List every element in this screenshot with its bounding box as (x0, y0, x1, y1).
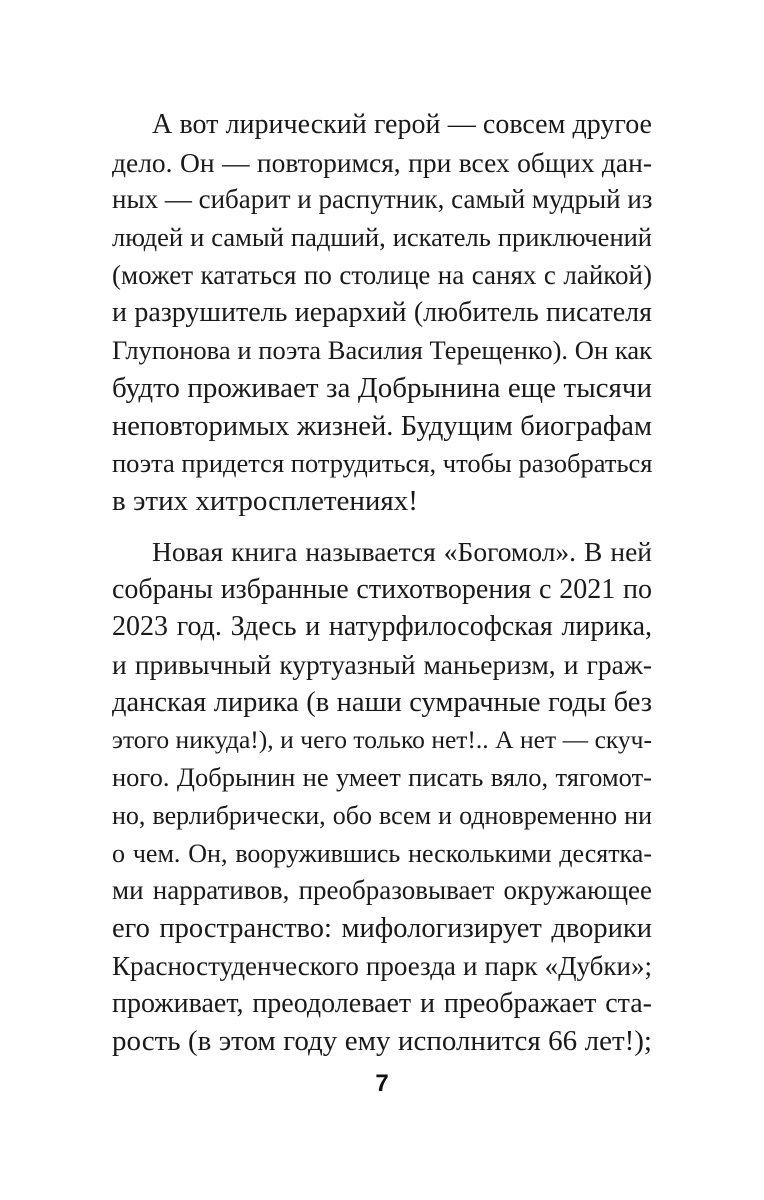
text-line: 2023 год. Здесь и натурфилософская лирика, (112, 611, 652, 643)
text-line: рость (в этом году ему исполнится 66 лет!); (112, 1024, 652, 1057)
paragraph-1 (112, 106, 652, 521)
text-line: ми нарративов, преобразовывает окружающее (112, 875, 652, 906)
text-line: его пространство: мифологизирует дворики (112, 912, 652, 944)
text-line: о чем. Он, вооружившись несколькими десятка- (112, 838, 652, 868)
text-line: Глупонова и поэта Василия Терещенко). Он как (112, 335, 652, 366)
text-line: Красностуденческого проезда и парк «Дубки»; (112, 950, 652, 981)
text-line: Новая книга называется «Богомол». В ней (152, 536, 652, 567)
text-line: будто проживает за Добрынина еще тысячи (112, 371, 652, 404)
text-line: в этих хитросплетениях! (112, 484, 418, 517)
text-line: людей и самый падший, искатель приключений (112, 222, 652, 253)
text-line: дело. Он — повторимся, при всех общих дан- (112, 146, 652, 178)
text-line: поэта придется потрудиться, чтобы разобраться (112, 448, 653, 479)
text-line: собраны избранные стихотворения с 2021 по (112, 573, 652, 605)
text-line: но, верлибрически, обо всем и одновременно ни (112, 800, 652, 830)
page-number: 7 (375, 1070, 389, 1097)
text-line: (может кататься по столице на санях с лайкой) (112, 259, 652, 290)
text-line: неповторимых жизней. Будущим биографам (112, 410, 652, 442)
text-line: А вот лирический герой — совсем другое (152, 109, 652, 140)
text-line: проживает, преодолевает и преображает ста- (112, 988, 652, 1020)
text-line: и разрушитель иерархий (любитель писателя (112, 297, 652, 329)
text-line: этого никуда!), и чего только нет!.. А нет — скуч- (112, 725, 652, 755)
text-line: ного. Добрынин не умеет писать вяло, тягомот- (112, 762, 652, 793)
text-line: ных — сибарит и распутник, самый мудрый из (112, 184, 653, 215)
text-line: и привычный куртуазный маньеризм, и граж- (112, 649, 652, 681)
text-line: данская лирика (в наши сумрачные годы без (112, 686, 652, 718)
paragraph-2 (112, 533, 652, 1061)
